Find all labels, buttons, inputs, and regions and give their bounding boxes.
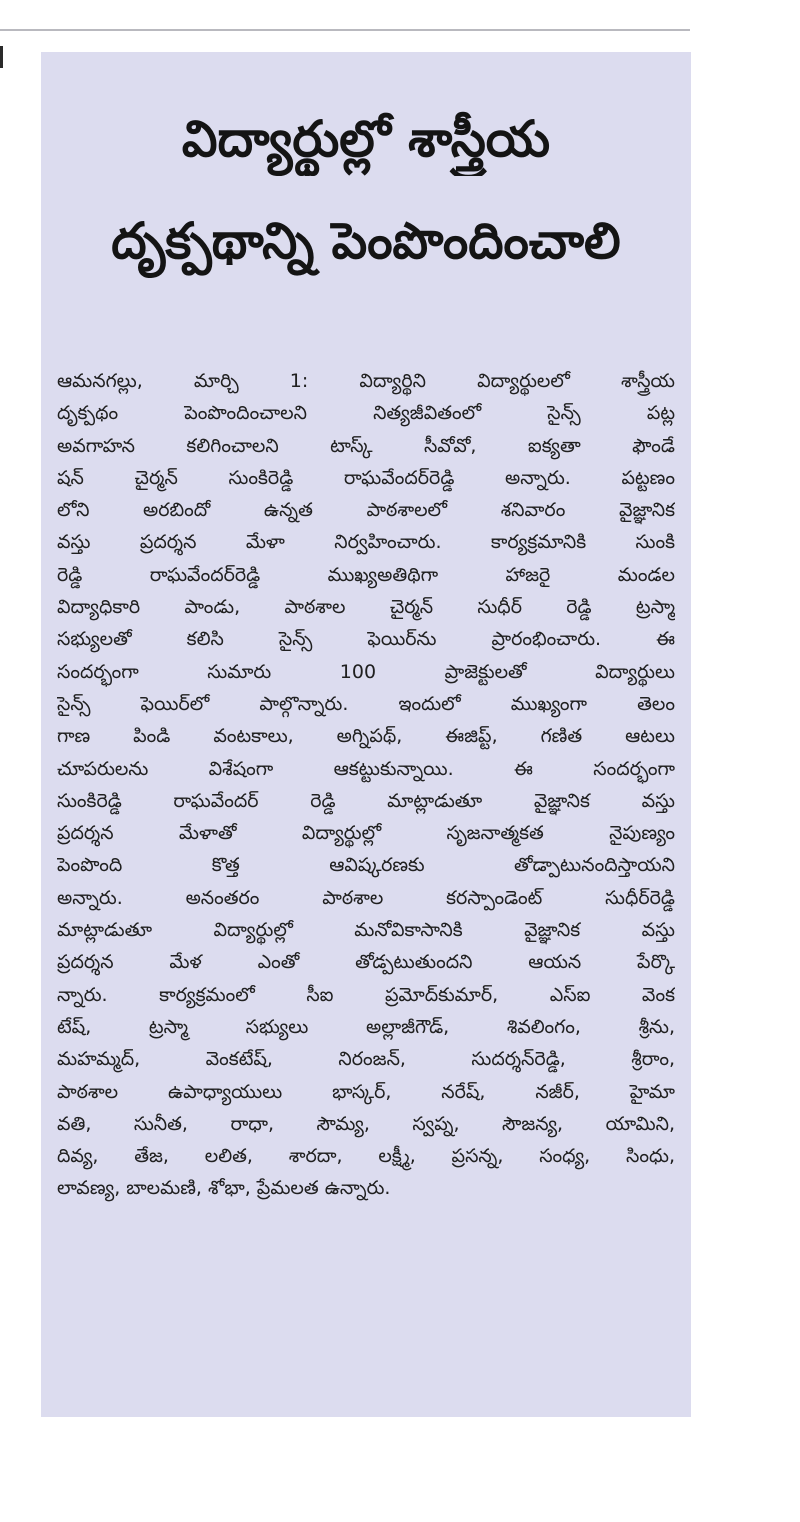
article-body-line: సభ్యులతో కలిసి సైన్స్ ఫెయిర్‌ను ప్రారంభించారు. ఈ [57, 628, 675, 651]
article-body-line: సైన్స్ ఫెయిర్‌లో పాల్గొన్నారు. ఇందులో ముఖ్యంగా తెలం [57, 692, 675, 715]
article-body-line: మహమ్మద్, వెంకటేష్, నిరంజన్, సుదర్శన్‌రెడ్డి, శ్రీరాం, [57, 1048, 675, 1071]
article-body-line: సుంకిరెడ్డి రాఘవేందర్ రెడ్డి మాట్లాడుతూ వైజ్ఞానిక వస్తు [57, 789, 675, 812]
article-body-line: టేష్, ట్రస్మా సభ్యులు అల్లాజీగౌడ్, శివలింగం, శ్రీను, [57, 1015, 675, 1038]
article-body [57, 365, 675, 1205]
article-body-line: సందర్భంగా సుమారు 100 ప్రాజెక్టులతో విద్యార్థులు [57, 660, 675, 683]
article-body-line: న్నారు. కార్యక్రమంలో సీఐ ప్రమోద్‌కుమార్, ఎస్ఐ వెంక [57, 983, 675, 1006]
article-body-line: వతి, సునీత, రాధా, సౌమ్య, స్వప్న, సౌజన్య, యామిని, [57, 1112, 675, 1135]
article-body-line: విద్యాధికారి పాండు, పాఠశాల చైర్మన్ సుధీర్ రెడ్డి ట్రస్మా [57, 596, 675, 619]
article-body-line: చూపరులను విశేషంగా ఆకట్టుకున్నాయి. ఈ సందర్భంగా [57, 757, 675, 780]
article-body-line: దివ్య, తేజ, లలిత, శారదా, లక్ష్మీ, ప్రసన్న, సంధ్య, సింధు, [57, 1145, 675, 1168]
article-body-line: పెంపొంది కొత్త ఆవిష్కరణకు తోడ్పాటునందిస్తాయని [57, 854, 675, 877]
top-divider-line [0, 29, 690, 31]
article-body-line: వస్తు ప్రదర్శన మేళా నిర్వహించారు. కార్యక్రమానికి సుంకి [57, 531, 675, 554]
headline-line-1: విద్యార్థుల్లో శాస్త్రీయ [181, 110, 551, 168]
article-body-line: రెడ్డి రాఘవేందర్‌రెడ్డి ముఖ్యఅతిథిగా హాజరై మండల [57, 563, 675, 586]
article-body-line: మాట్లాడుతూ విద్యార్థుల్లో మనోవికాసానికి వైజ్ఞానిక వస్తు [57, 919, 675, 942]
article-body-line: గాణ పిండి వంటకాలు, అగ్నిపథ్, ఈజిప్ట్, గణిత ఆటలు [57, 725, 675, 748]
headline-line-2: దృక్పథాన్ని పెంపొందించాలి [111, 212, 621, 270]
left-edge-mark [0, 46, 3, 68]
newspaper-clipping [41, 52, 691, 1417]
article-body-line: పాఠశాల ఉపాధ్యాయులు భాస్కర్, నరేష్, నజీర్, హైమా [57, 1080, 675, 1103]
article-body-line: లావణ్య, బాలమణి, శోభా, ప్రేమలత ఉన్నారు. [57, 1177, 391, 1200]
article-body-line: ప్రదర్శన మేళ ఎంతో తోడ్పటుతుందని ఆయన పేర్కొ [57, 951, 675, 974]
article-body-line: ఆమనగల్లు, మార్చి 1: విద్యార్థిని విద్యార్థులలో శాస్త్రీయ [57, 370, 675, 392]
article-body-line: అవగాహన కలిగించాలని టాస్క్ సీవోవో, ఐక్యతా ఫౌండే [57, 434, 675, 457]
article-body-line: షన్ చైర్మన్ సుంకిరెడ్డి రాఘవేందర్‌రెడ్డి అన్నారు. పట్టణం [57, 466, 675, 489]
article-body-line: దృక్పథం పెంపొందించాలని నిత్యజీవితంలో సైన్స్ పట్ల [57, 402, 675, 425]
article-body-line: లోని అరబిందో ఉన్నత పాఠశాలలో శనివారం వైజ్ఞానిక [57, 499, 675, 522]
article-body-line: అన్నారు. అనంతరం పాఠశాల కరస్పాండెంట్ సుధీర్‌రెడ్డి [57, 886, 675, 909]
article-body-line: ప్రదర్శన మేళాతో విద్యార్థుల్లో సృజనాత్మకత నైపుణ్యం [57, 822, 675, 845]
